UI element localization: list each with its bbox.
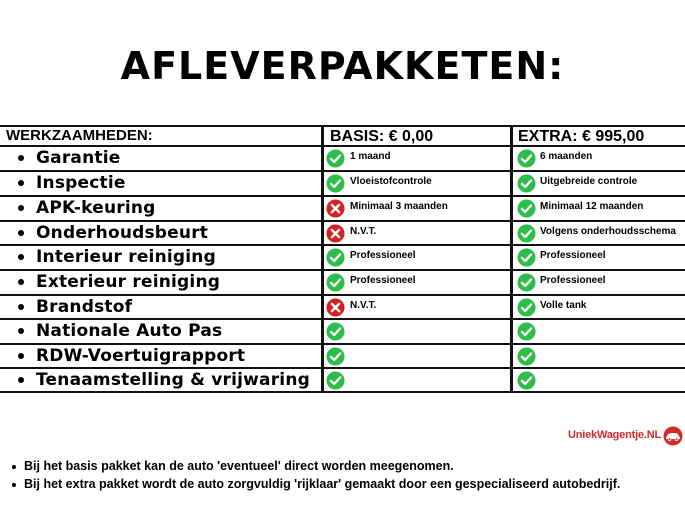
cross-icon [326, 224, 345, 243]
basis-note: Professioneel [350, 275, 416, 286]
check-icon [517, 273, 536, 292]
row-bullet [18, 205, 24, 211]
table-row [0, 246, 685, 270]
cross-icon [326, 199, 345, 218]
table-row [0, 345, 685, 369]
brand-logo [568, 426, 685, 448]
row-label: RDW-Voertuigrapport [36, 346, 246, 366]
car-logo-icon [662, 426, 684, 446]
footnote-bullet [12, 465, 16, 469]
header-basis: BASIS: € 0,00 [330, 128, 434, 145]
table-row [0, 320, 685, 344]
extra-note: Professioneel [540, 250, 606, 261]
check-icon [326, 149, 345, 168]
extra-note: Uitgebreide controle [540, 176, 638, 187]
extra-note: Volle tank [540, 300, 587, 311]
row-label: Tenaamstelling & vrijwaring [36, 370, 310, 390]
row-bullet [18, 304, 24, 310]
extra-note: Professioneel [540, 275, 606, 286]
footnote-text: Bij het basis pakket kan de auto 'eventueel' direct worden meegenomen. [24, 459, 454, 473]
row-bullet [18, 328, 24, 334]
check-icon [517, 149, 536, 168]
table-row [0, 147, 685, 171]
footnote-text: Bij het extra pakket wordt de auto zorgvuldig 'rijklaar' gemaakt door een gespecialiseerd autobedrijf. [24, 477, 621, 491]
table-row [0, 222, 685, 246]
header-extra: EXTRA: € 995,00 [518, 128, 645, 145]
basis-note: 1 maand [350, 151, 391, 162]
check-icon [517, 298, 536, 317]
footnote-bullet [12, 483, 16, 487]
row-bullet [18, 279, 24, 285]
table-row [0, 172, 685, 196]
basis-note: Professioneel [350, 250, 416, 261]
row-bullet [18, 180, 24, 186]
header-work: WERKZAAMHEDEN: [6, 127, 153, 144]
basis-note: Minimaal 3 maanden [350, 201, 448, 212]
extra-note: Minimaal 12 maanden [540, 201, 644, 212]
row-bullet [18, 377, 24, 383]
logo-text: UniekWagentje.NL [568, 429, 661, 441]
check-icon [517, 347, 536, 366]
check-icon [326, 273, 345, 292]
row-label: APK-keuring [36, 198, 156, 218]
check-icon [326, 347, 345, 366]
basis-note: N.V.T. [350, 226, 377, 237]
page-title: AFLEVERPAKKETEN: [120, 44, 565, 88]
row-label: Exterieur reiniging [36, 272, 221, 292]
check-icon [517, 371, 536, 390]
extra-note: Volgens onderhoudsschema [540, 226, 676, 237]
table-row [0, 271, 685, 295]
table-row [0, 369, 685, 393]
basis-note: Vloeistofcontrole [350, 176, 432, 187]
row-label: Interieur reiniging [36, 247, 216, 267]
row-label: Brandstof [36, 297, 133, 317]
check-icon [326, 371, 345, 390]
row-bullet [18, 155, 24, 161]
check-icon [517, 224, 536, 243]
row-label: Onderhoudsbeurt [36, 223, 209, 243]
row-label: Nationale Auto Pas [36, 321, 223, 341]
cross-icon [326, 298, 345, 317]
check-icon [517, 248, 536, 267]
check-icon [326, 174, 345, 193]
check-icon [517, 322, 536, 341]
row-bullet [18, 353, 24, 359]
row-label: Garantie [36, 148, 121, 168]
check-icon [517, 174, 536, 193]
row-label: Inspectie [36, 173, 126, 193]
check-icon [326, 322, 345, 341]
check-icon [326, 248, 345, 267]
table-row [0, 296, 685, 320]
table-row [0, 197, 685, 221]
check-icon [517, 199, 536, 218]
row-bullet [18, 230, 24, 236]
row-bullet [18, 254, 24, 260]
extra-note: 6 maanden [540, 151, 593, 162]
basis-note: N.V.T. [350, 300, 377, 311]
